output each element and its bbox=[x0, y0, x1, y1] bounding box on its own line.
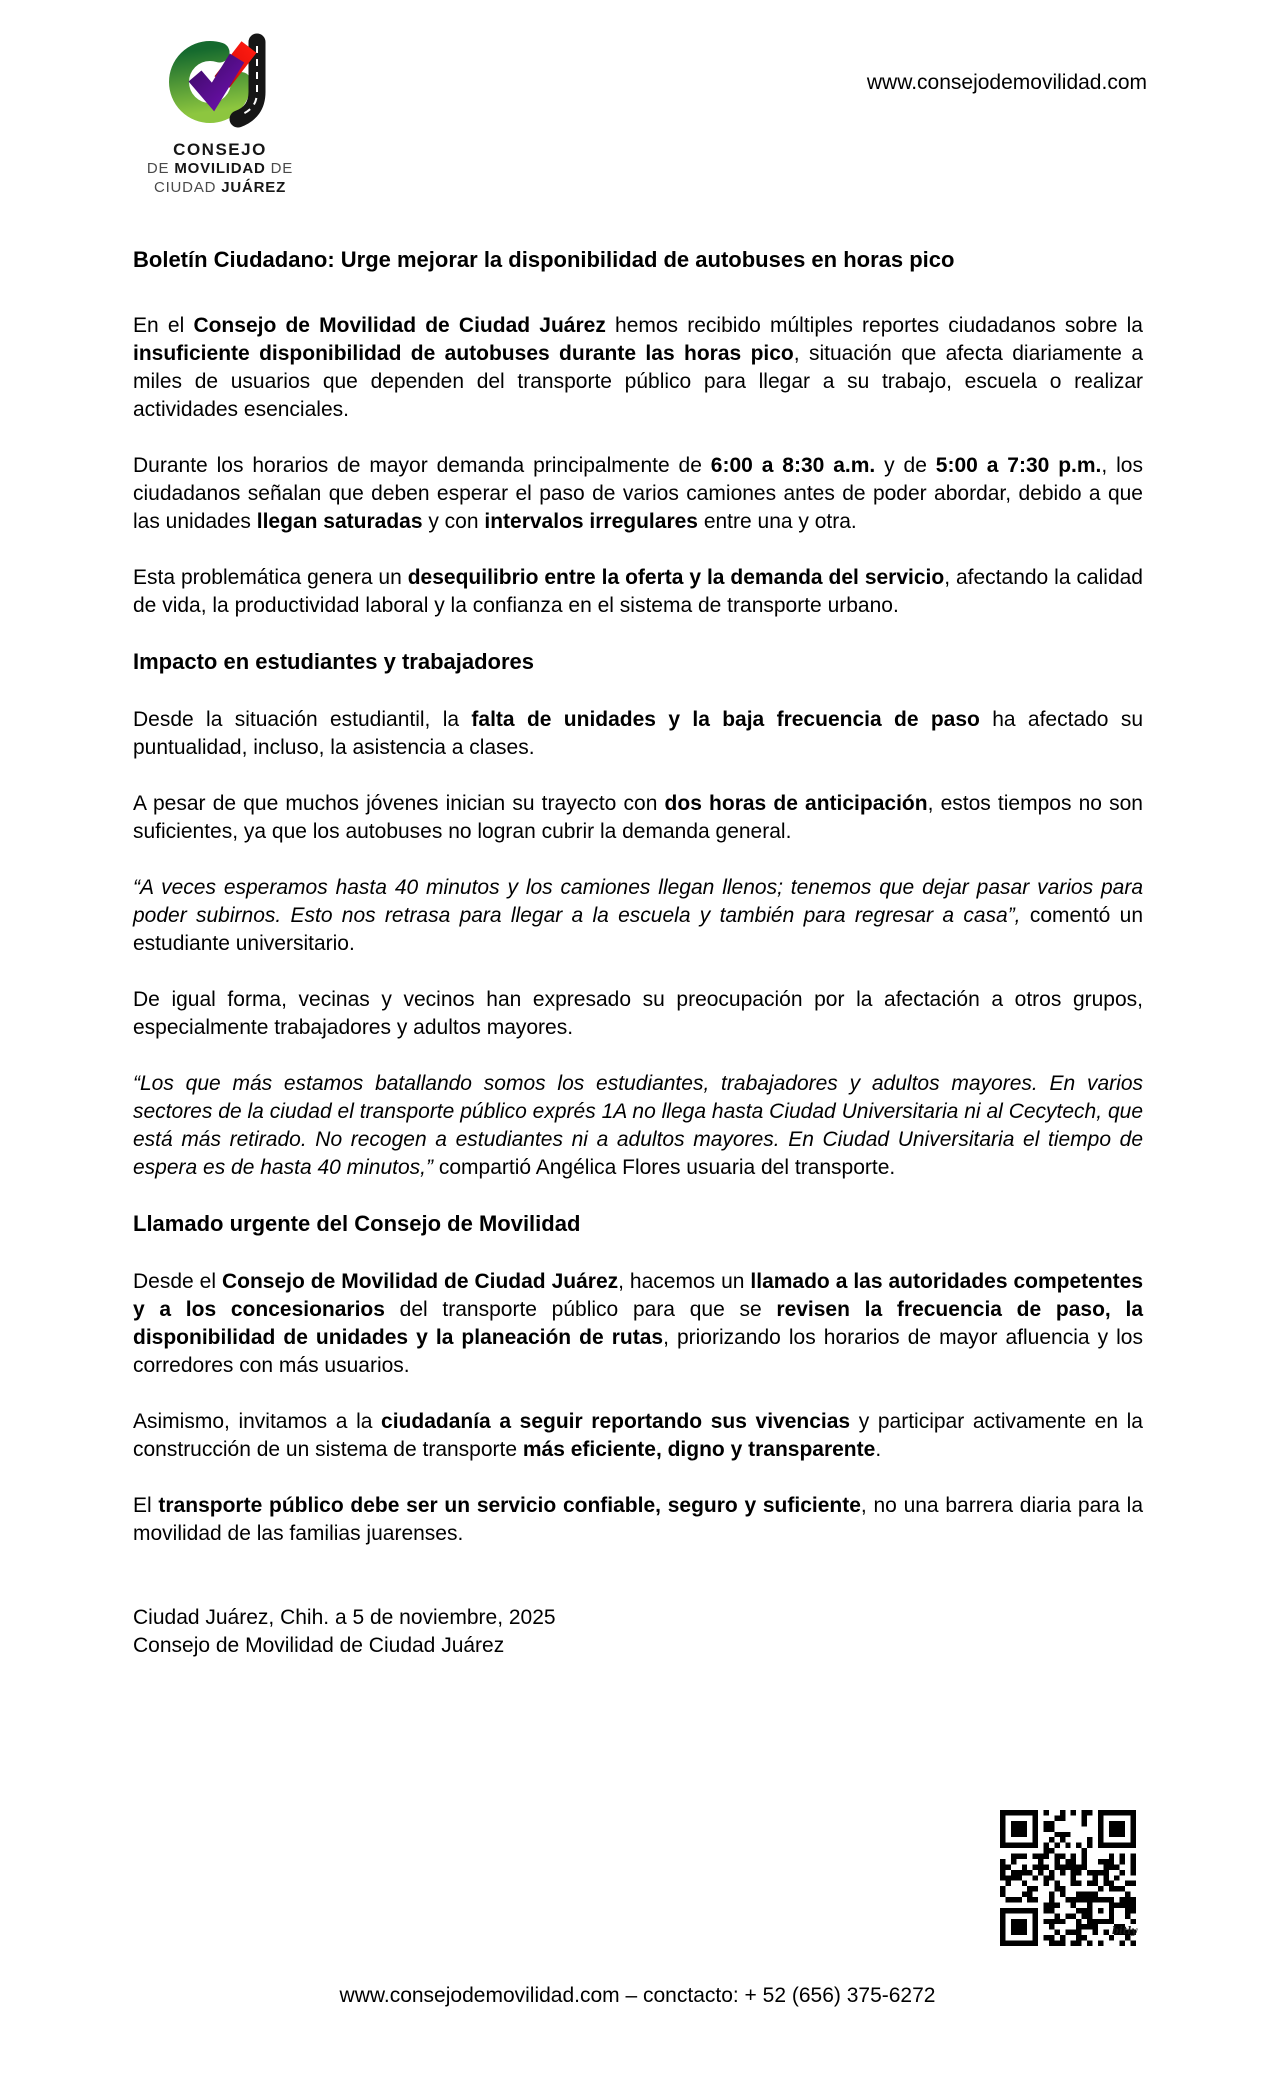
footer-contact-line: www.consejodemovilidad.com – conctacto: + 52 (656) 375-6272 bbox=[339, 1984, 936, 2007]
paragraph-intro: En el Consejo de Movilidad de Ciudad Juárez hemos recibido múltiples reportes ciudadanos sobre la insuficiente disponibilidad de autobuses durante las horas pico, situación que afecta diariamente a miles de usuarios que dependen del transporte público para llegar a su trabajo, escuela o realizar actividades esenciales. bbox=[133, 314, 1144, 421]
paragraph-citizen-invite: Asimismo, invitamos a la ciudadanía a seguir reportando sus vivencias y participar activamente en la construcción de un sistema de transporte más eficiente, digno y transparente. bbox=[133, 1410, 1143, 1461]
logo-line-de-movilidad-de: DE MOVILIDAD DE bbox=[146, 160, 294, 177]
paragraph-students: Desde la situación estudiantil, la falta de unidades y la baja frecuencia de paso ha afectado su puntualidad, incluso, la asistencia a clases. bbox=[133, 708, 1144, 759]
section-heading-llamado: Llamado urgente del Consejo de Movilidad bbox=[133, 1211, 581, 1236]
section-heading-impacto: Impacto en estudiantes y trabajadores bbox=[133, 649, 535, 674]
paragraph-neighbors: De igual forma, vecinas y vecinos han expresado su preocupación por la afectación a otros grupos, especialmente trabajadores y adultos mayores. bbox=[133, 988, 1143, 1039]
logo bbox=[122, 30, 318, 197]
logo-line-consejo: CONSEJO bbox=[173, 140, 267, 159]
logo-wordmark bbox=[122, 140, 318, 197]
document-title: Boletín Ciudadano: Urge mejorar la disponibilidad de autobuses en horas pico bbox=[133, 247, 955, 272]
paragraph-closing: El transporte público debe ser un servicio confiable, seguro y suficiente, no una barrera diaria para la movilidad de las familias juarenses. bbox=[133, 1494, 1144, 1545]
paragraph-call-authorities: Desde el Consejo de Movilidad de Ciudad Juárez, hacemos un llamado a las autoridades competentes y a los concesionarios del transporte público para que se revisen la frecuencia de paso, la disponibilidad de unidades y la planeación de rutas, priorizando los horarios de mayor afluencia y los corredores con más usuarios. bbox=[133, 1270, 1144, 1377]
quote-angelica-flores: “Los que más estamos batallando somos los estudiantes, trabajadores y adultos mayores. En varios sectores de la ciudad el transporte público exprés 1A no llega hasta Ciudad Universitaria ni al Cecytech, que está más retirado. No recogen a estudiantes ni a adultos mayores. En Ciudad Universitaria el tiempo de espera es de hasta 40 minutos,” compartió Angélica Flores usuaria del transporte. bbox=[133, 1072, 1143, 1179]
paragraph-peak-hours: Durante los horarios de mayor demanda principalmente de 6:00 a 8:30 a.m. y de 5:00 a 7:30 p.m., los ciudadanos señalan que deben esperar el paso de varios camiones antes de poder abordar, debido a que las unidades llegan saturadas y con intervalos irregulares entre una y otra. bbox=[133, 454, 1143, 533]
paragraph-imbalance: Esta problemática genera un desequilibrio entre la oferta y la demanda del servicio, afectando la calidad de vida, la productividad laboral y la confianza en el sistema de transporte urbano. bbox=[133, 566, 1143, 617]
dateline: Ciudad Juárez, Chih. a 5 de noviembre, 2025 bbox=[133, 1606, 556, 1629]
logo-mark-icon bbox=[164, 30, 276, 128]
quote-student: “A veces esperamos hasta 40 minutos y los camiones llegan llenos; tenemos que dejar pasar varios para poder subirnos. Esto nos retrasa para llegar a la escuela y también para regresar a casa”, comentó un estudiante universitario. bbox=[133, 876, 1144, 955]
paragraph-anticipation: A pesar de que muchos jóvenes inician su trayecto con dos horas de anticipación, estos tiempos no son suficientes, ya que los autobuses no logran cubrir la demanda general. bbox=[133, 792, 1143, 843]
logo-line-ciudad-juarez: CIUDAD JUÁREZ bbox=[153, 179, 287, 196]
document-body bbox=[133, 246, 1143, 1660]
header-website-url: www.consejodemovilidad.com bbox=[866, 71, 1147, 94]
signature: Consejo de Movilidad de Ciudad Juárez bbox=[133, 1634, 505, 1657]
qr-bitly-watermark: bitly bbox=[1112, 1926, 1138, 1937]
